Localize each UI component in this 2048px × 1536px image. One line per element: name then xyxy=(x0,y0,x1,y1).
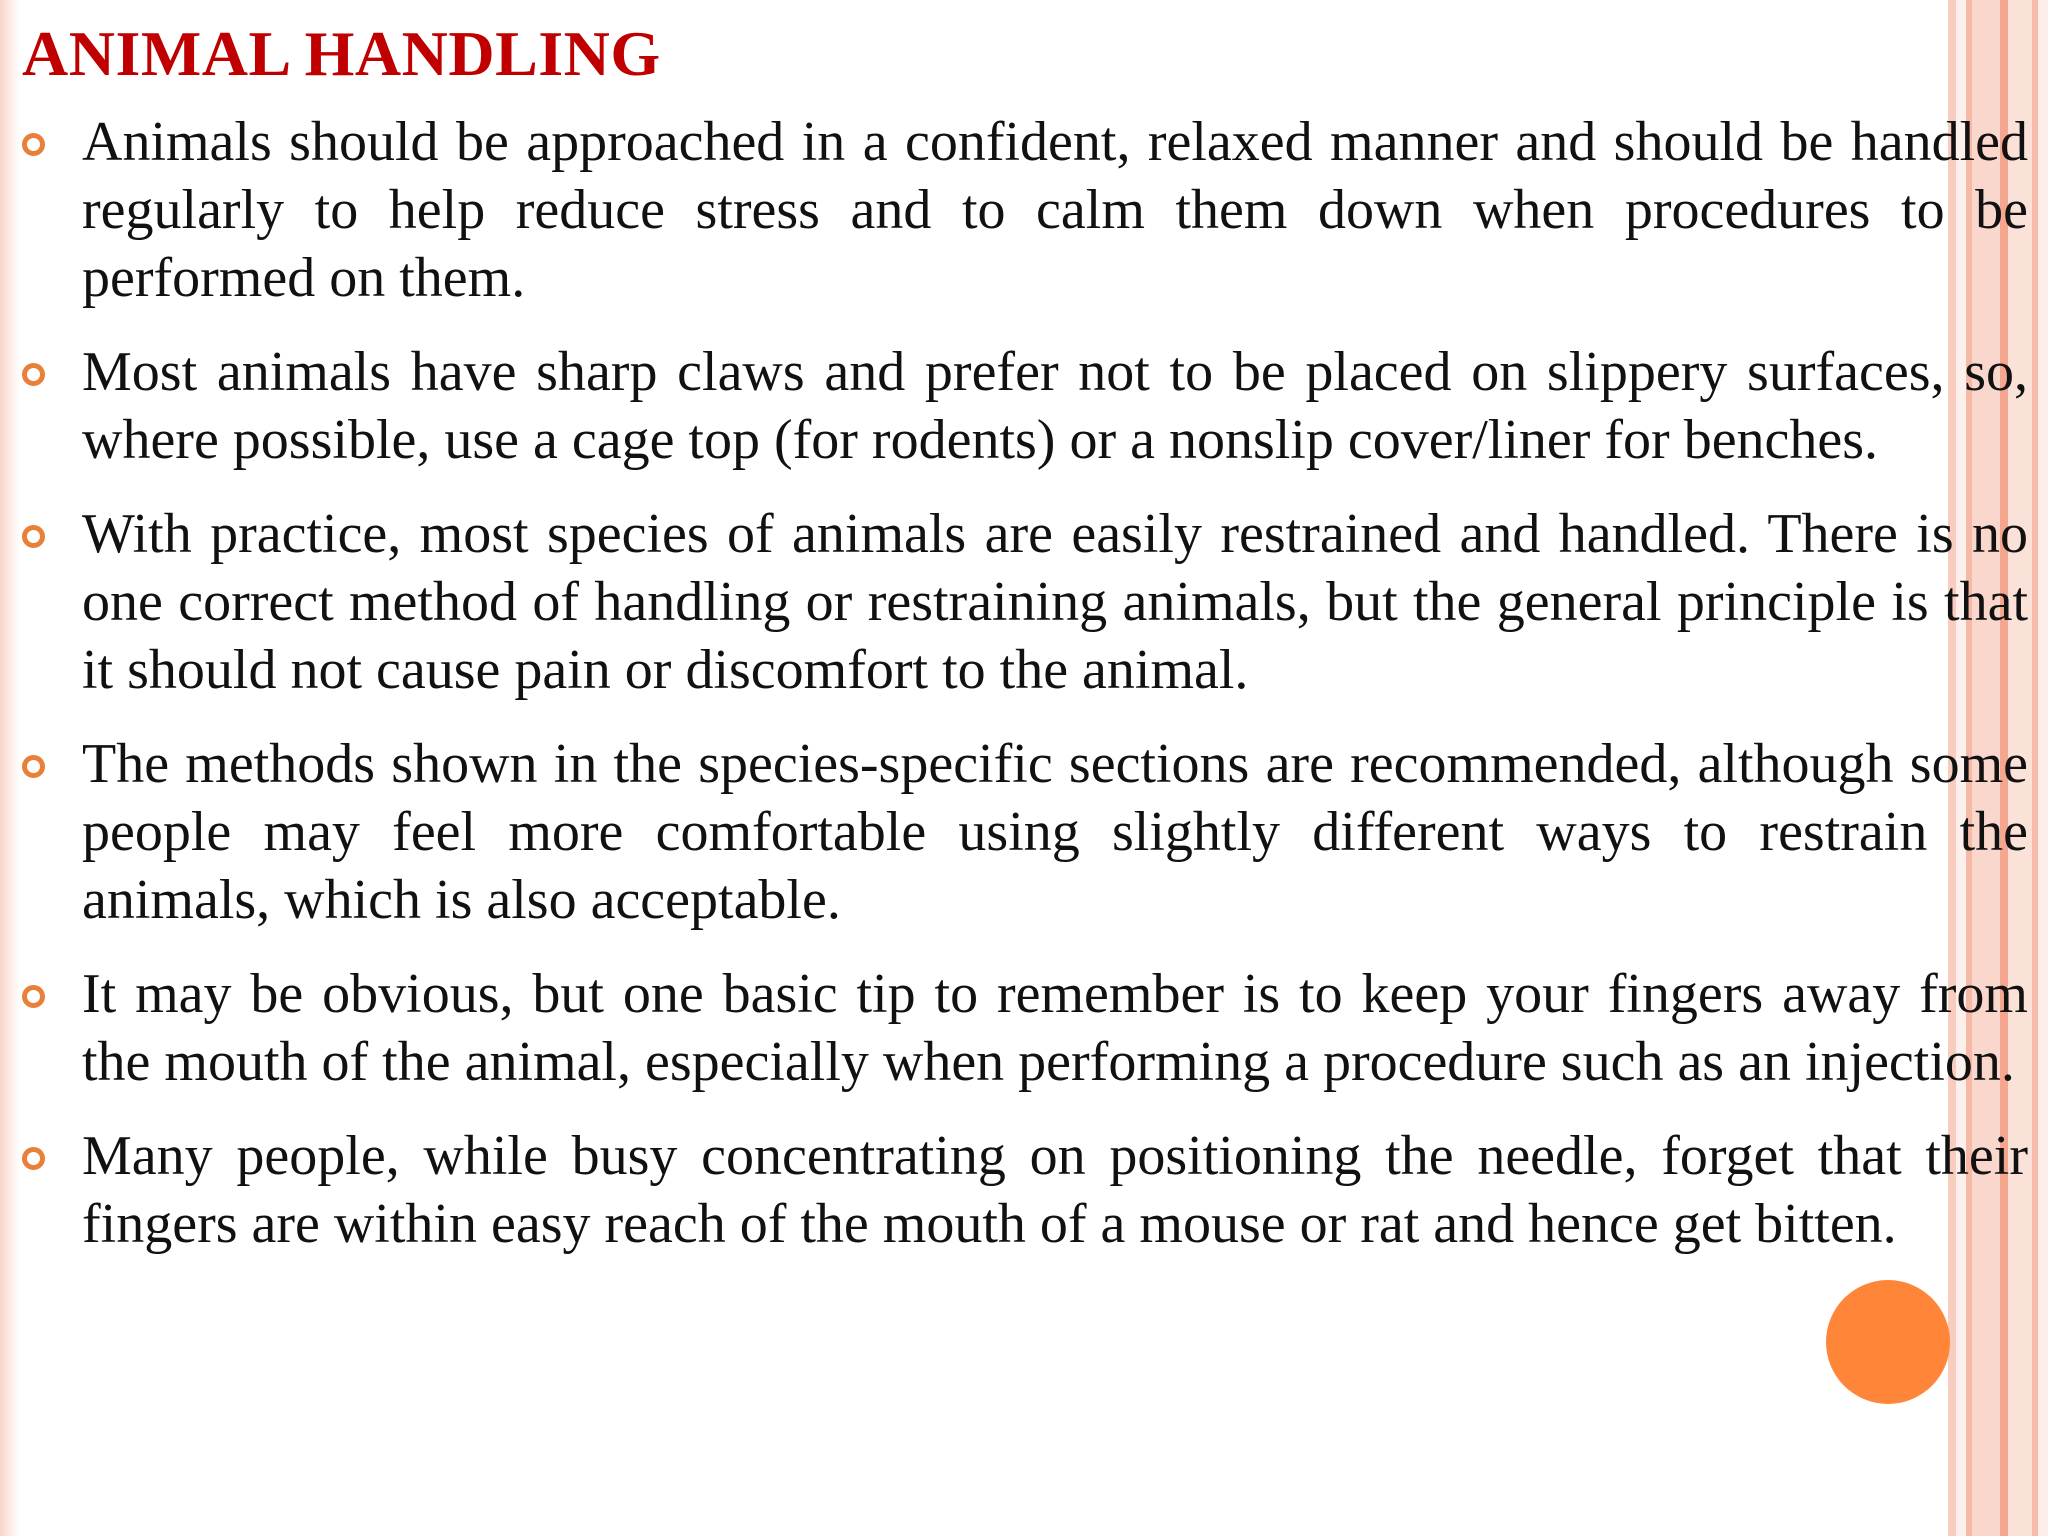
bullet-text: Many people, while busy concentrating on positioning the needle, forget that their fingers are within easy reach of the mouth of a mouse or rat and hence get bitten. xyxy=(82,1125,2028,1255)
bullet-item xyxy=(82,730,2028,934)
bullet-item xyxy=(82,500,2028,704)
bullet-text: The methods shown in the species-specific sections are recommended, although some people may feel more comfortable using slightly different ways to restrain the animals, which is also acceptable. xyxy=(82,733,2028,931)
slide-left-border xyxy=(0,0,20,1536)
laser-pointer-dot xyxy=(1826,1280,1950,1404)
bullet-text: It may be obvious, but one basic tip to remember is to keep your fingers away from the mouth of the animal, especially when performing a procedure such as an injection. xyxy=(82,963,2028,1093)
bullet-list xyxy=(82,108,2028,1284)
bullet-item xyxy=(82,108,2028,312)
slide-title: ANIMAL HANDLING xyxy=(22,18,661,89)
bullet-item xyxy=(82,960,2028,1096)
bullet-text: With practice, most species of animals are easily restrained and handled. There is no one correct method of handling or restraining animals, but the general principle is that it should not cause pain or discomfort to the animal. xyxy=(82,503,2028,701)
bullet-item xyxy=(82,338,2028,474)
bullet-circle-icon xyxy=(22,133,45,156)
bullet-text: Most animals have sharp claws and prefer not to be placed on slippery surfaces, so, where possible, use a cage top (for rodents) or a nonslip cover/liner for benches. xyxy=(82,341,2028,471)
bullet-circle-icon xyxy=(22,363,45,386)
bullet-circle-icon xyxy=(22,525,45,548)
bullet-circle-icon xyxy=(22,755,45,778)
bullet-text: Animals should be approached in a confident, relaxed manner and should be handled regularly to help reduce stress and to calm them down when procedures to be performed on them. xyxy=(82,111,2028,309)
bullet-circle-icon xyxy=(22,1147,45,1170)
bullet-circle-icon xyxy=(22,985,45,1008)
bullet-item xyxy=(82,1122,2028,1258)
